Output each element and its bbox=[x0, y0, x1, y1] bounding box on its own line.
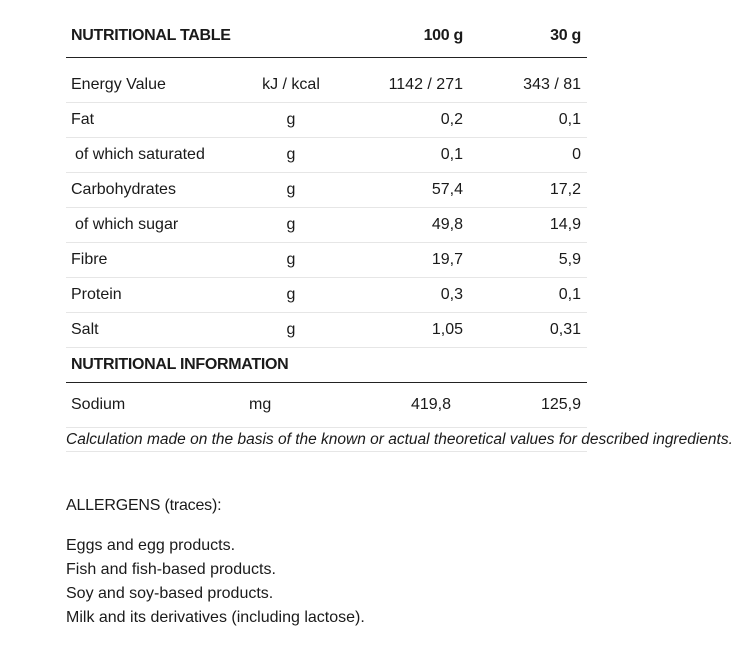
table-row-fibre bbox=[66, 242, 587, 277]
row-value-100g: 57,4 bbox=[351, 172, 469, 207]
row-unit: mg bbox=[231, 382, 351, 427]
row-label: of which saturated bbox=[66, 137, 231, 172]
table-row-carbohydrates bbox=[66, 172, 587, 207]
row-value-100g: 1,05 bbox=[351, 312, 469, 347]
table-row-energy bbox=[66, 57, 587, 102]
row-unit: g bbox=[231, 242, 351, 277]
row-unit: g bbox=[231, 207, 351, 242]
nutrition-table bbox=[66, 16, 733, 452]
table-row-protein bbox=[66, 277, 587, 312]
row-value-30g: 343 / 81 bbox=[469, 57, 587, 102]
row-value-100g: 1142 / 271 bbox=[351, 57, 469, 102]
row-label: Salt bbox=[66, 312, 231, 347]
list-item: Milk and its derivatives (including lactose). bbox=[66, 609, 365, 626]
row-unit: g bbox=[231, 312, 351, 347]
row-unit: g bbox=[231, 172, 351, 207]
row-unit: g bbox=[231, 277, 351, 312]
row-value-100g: 0,3 bbox=[351, 277, 469, 312]
row-label: Carbohydrates bbox=[66, 172, 231, 207]
calculation-note: Calculation made on the basis of the known or actual theoretical values for described ingredients. bbox=[66, 427, 587, 451]
nutrition-table-container bbox=[66, 16, 733, 452]
section-title: NUTRITIONAL INFORMATION bbox=[66, 347, 587, 382]
table-title: NUTRITIONAL TABLE bbox=[66, 16, 231, 57]
allergens-section bbox=[66, 496, 365, 630]
section-header-row bbox=[66, 347, 587, 382]
list-item: Soy and soy-based products. bbox=[66, 585, 274, 602]
row-value-30g: 17,2 bbox=[469, 172, 587, 207]
table-row-saturated bbox=[66, 137, 587, 172]
table-header-row bbox=[66, 16, 587, 57]
allergens-title: ALLERGENS (traces): bbox=[66, 497, 222, 514]
row-value-100g: 49,8 bbox=[351, 207, 469, 242]
row-label: Sodium bbox=[66, 382, 231, 427]
row-value-30g: 0,31 bbox=[469, 312, 587, 347]
header-per-30g: 30 g bbox=[469, 16, 587, 57]
row-value-100g: 19,7 bbox=[351, 242, 469, 277]
row-unit: kJ / kcal bbox=[231, 57, 351, 102]
row-label: Protein bbox=[66, 277, 231, 312]
table-row-sugar bbox=[66, 207, 587, 242]
row-value-100g: 0,2 bbox=[351, 102, 469, 137]
row-value-30g: 0,1 bbox=[469, 277, 587, 312]
list-item: Eggs and egg products. bbox=[66, 537, 236, 554]
row-label: Fat bbox=[66, 102, 231, 137]
header-unit-spacer bbox=[231, 16, 351, 57]
row-value-30g: 5,9 bbox=[469, 242, 587, 277]
table-row-fat bbox=[66, 102, 587, 137]
header-per-100g: 100 g bbox=[351, 16, 469, 57]
row-value-30g: 14,9 bbox=[469, 207, 587, 242]
row-label: of which sugar bbox=[66, 207, 231, 242]
row-value-100g: 0,1 bbox=[351, 137, 469, 172]
row-value-30g: 125,9 bbox=[469, 382, 587, 427]
row-value-100g: 419,8 bbox=[351, 382, 469, 427]
row-label: Energy Value bbox=[66, 57, 231, 102]
row-value-30g: 0,1 bbox=[469, 102, 587, 137]
row-value-30g: 0 bbox=[469, 137, 587, 172]
row-unit: g bbox=[231, 137, 351, 172]
row-unit: g bbox=[231, 102, 351, 137]
calculation-note-row bbox=[66, 427, 587, 451]
row-label: Fibre bbox=[66, 242, 231, 277]
list-item: Fish and fish-based products. bbox=[66, 561, 276, 578]
table-row-sodium bbox=[66, 382, 587, 427]
table-row-salt bbox=[66, 312, 587, 347]
allergens-list bbox=[66, 534, 365, 630]
